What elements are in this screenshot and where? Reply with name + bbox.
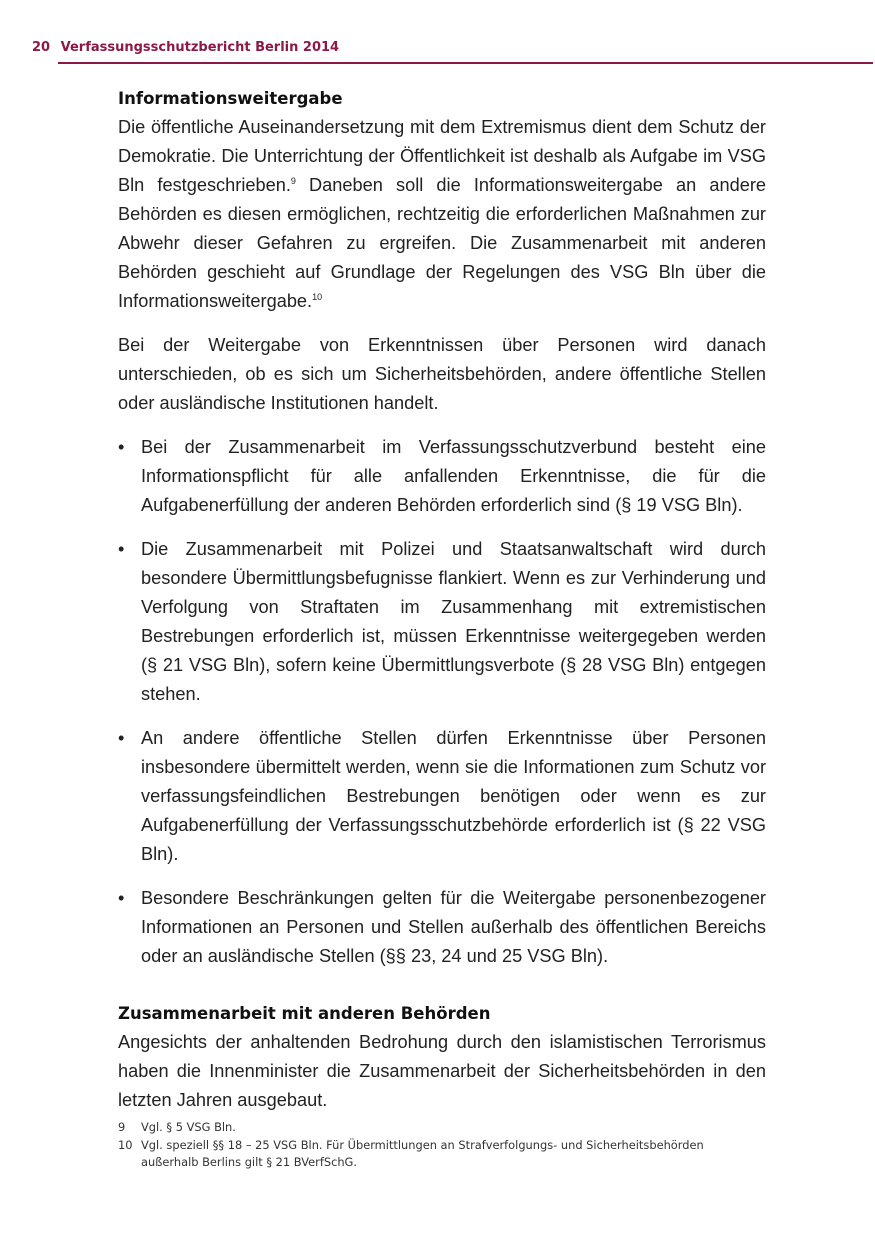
running-header [32, 40, 339, 55]
bullet-icon: • [118, 888, 125, 908]
footnote-text: Vgl. speziell §§ 18 – 25 VSG Bln. Für Übermittlungen an Strafverfolgungs- und Sicherheitsbehörden außerhalb Berlins gilt § 21 BVerfSchG. [141, 1137, 704, 1169]
list-item [118, 433, 766, 520]
bullet-icon: • [118, 437, 125, 457]
paragraph-intro-part2: Daneben soll die Informationsweitergabe an andere Behörden es diesen ermöglichen, rechtzeitig die erforderlichen Maßnahmen zur Abwehr dieser Gefahren zu ergreifen. Die Zusammenarbeit mit anderen Behörden geschieht auf Grundlage der Regelungen des VSG Bln über die Informationsweitergabe. [118, 175, 766, 311]
main-content [118, 84, 766, 1115]
list-item-text: An andere öffentliche Stellen dürfen Erkenntnisse über Personen insbesondere übermittelt werden, wenn sie die Informationen zum Schutz vor verfassungsfeindlichen Bestrebungen benötigen oder wenn es zur Aufgabenerfüllung der Verfassungsschutzbehörde erforderlich ist (§ 22 VSG Bln). [141, 728, 766, 864]
section-heading-informationsweitergabe: Informationsweitergabe [118, 89, 343, 108]
list-item [118, 884, 766, 971]
list-item-text: Besondere Beschränkungen gelten für die Weitergabe personenbezogener Informationen an Personen und Stellen außerhalb des öffentlichen Bereichs oder an ausländische Stellen (§§ 23, 24 und 25 VSG Bln). [141, 888, 766, 966]
paragraph-weitergabe: Bei der Weitergabe von Erkenntnissen über Personen wird danach unterschieden, ob es sich um Sicherheitsbehörden, andere öffentliche Stellen oder ausländische Institutionen handelt. [118, 335, 766, 413]
paragraph-intro-part1: Die öffentliche Auseinandersetzung mit dem Extremismus dient dem Schutz der Demokratie. Die Unterrichtung der Öffentlichkeit ist deshalb als Aufgabe im VSG Bln festgeschrieben. [118, 117, 766, 195]
bullet-icon: • [118, 728, 125, 748]
footnotes [118, 1119, 758, 1172]
footnote-number: 10 [118, 1137, 133, 1152]
bullet-list [118, 433, 766, 971]
bullet-icon: • [118, 539, 125, 559]
list-item [118, 535, 766, 709]
running-title: Verfassungsschutzbericht Berlin 2014 [60, 40, 340, 55]
page-number: 20 [32, 40, 51, 55]
footnote-text: Vgl. § 5 VSG Bln. [141, 1120, 236, 1134]
footnote-10 [118, 1137, 758, 1172]
footnote-ref-9[interactable]: 9 [290, 176, 296, 186]
paragraph-intro [118, 113, 766, 316]
paragraph-zusammenarbeit: Angesichts der anhaltenden Bedrohung durch den islamistischen Terrorismus haben die Innenminister die Zusammenarbeit der Sicherheitsbehörden in den letzten Jahren ausgebaut. [118, 1032, 766, 1110]
footnote-ref-10[interactable]: 10 [312, 292, 323, 302]
footnote-9 [118, 1119, 758, 1137]
section-heading-zusammenarbeit: Zusammenarbeit mit anderen Behörden [118, 1004, 491, 1023]
list-item-text: Bei der Zusammenarbeit im Verfassungsschutzverbund besteht eine Informationspflicht für alle anfallenden Erkenntnisse, die für die Aufgabenerfüllung der anderen Behörden erforderlich sind (§ 19 VSG Bln). [141, 437, 766, 515]
footnote-number: 9 [118, 1120, 126, 1134]
list-item-text: Die Zusammenarbeit mit Polizei und Staatsanwaltschaft wird durch besondere Übermittlungsbefugnisse flankiert. Wenn es zur Verhinderung und Verfolgung von Straftaten im Zusammenhang mit extremistischen Bestrebungen erforderlich ist, müssen Erkenntnisse weitergegeben werden (§ 21 VSG Bln), sofern keine Übermittlungsverbote (§ 28 VSG Bln) entgegen stehen. [141, 539, 766, 704]
list-item [118, 724, 766, 869]
header-rule [58, 62, 873, 64]
